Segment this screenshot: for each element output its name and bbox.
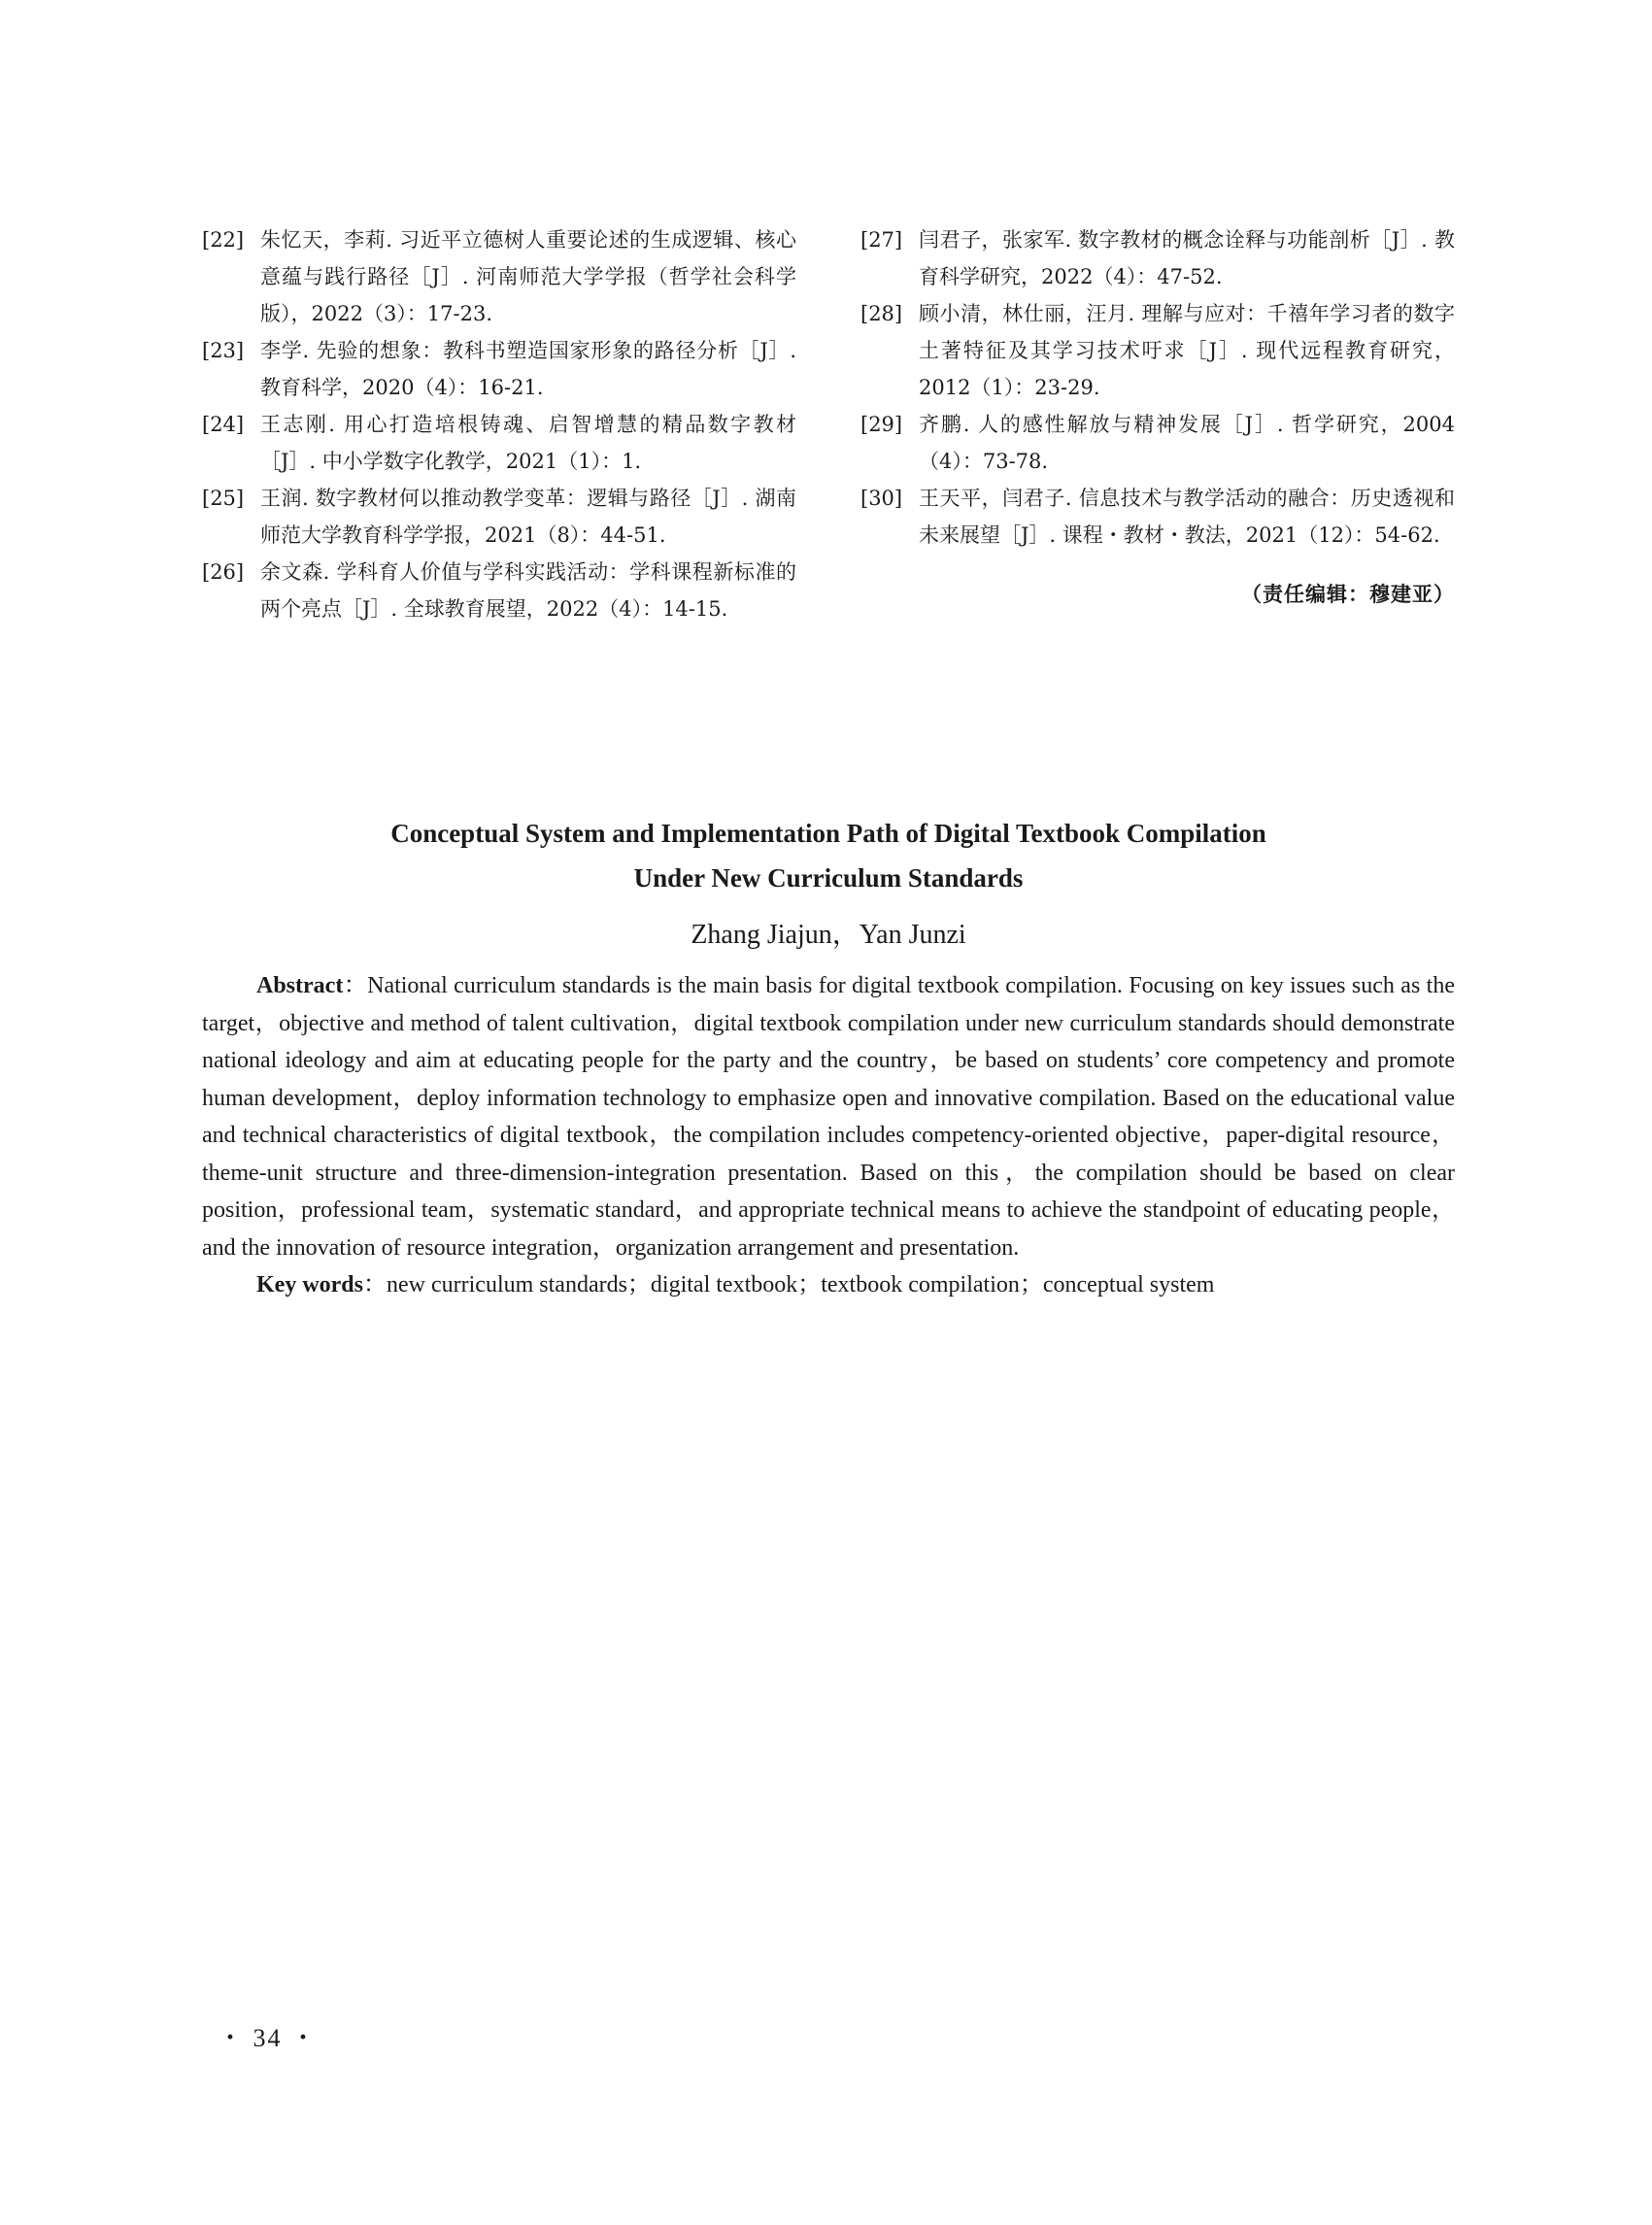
reference-item xyxy=(860,295,1455,406)
reference-text: 朱忆天，李莉. 习近平立德树人重要论述的生成逻辑、核心意蕴与践行路径［J］. 河南师范大学学报（哲学社会科学版），2022（3）：17-23. xyxy=(260,228,796,325)
reference-text: 顾小清，林仕丽，汪月. 理解与应对：千禧年学习者的数字土著特征及其学习技术吁求［J］. 现代远程教育研究，2012（1）：23-29. xyxy=(919,302,1455,399)
reference-item xyxy=(202,221,796,332)
keywords-separator: ： xyxy=(363,1272,387,1298)
page-number: ・ 34 ・ xyxy=(218,2024,319,2052)
reference-text: 王润. 数字教材何以推动教学变革：逻辑与路径［J］. 湖南师范大学教育科学学报，2021（8）：44-51. xyxy=(260,487,796,547)
keywords-paragraph xyxy=(202,1266,1455,1304)
reference-text: 王志刚. 用心打造培根铸魂、启智增慧的精品数字教材［J］. 中小学数字化教学，2021（1）：1. xyxy=(260,413,796,473)
abstract-separator: ： xyxy=(343,973,368,998)
reference-number: [22] xyxy=(202,228,245,252)
reference-number: [29] xyxy=(860,413,903,436)
reference-item xyxy=(860,480,1455,554)
reference-number: [25] xyxy=(202,487,245,510)
english-title-line-1: Conceptual System and Implementation Path of Digital Textbook Compilation xyxy=(390,819,1266,848)
references xyxy=(202,221,1455,627)
reference-number: [23] xyxy=(202,339,245,362)
authors: Zhang Jiajun，Yan Junzi xyxy=(691,920,966,950)
references-right-column xyxy=(860,221,1455,627)
reference-item xyxy=(202,406,796,480)
abstract-label: Abstract xyxy=(256,973,344,998)
english-title xyxy=(202,811,1455,900)
reference-item xyxy=(202,332,796,406)
reference-number: [27] xyxy=(860,228,903,252)
keywords-label: Key words xyxy=(256,1272,363,1298)
abstract-text: National curriculum standards is the main basis for digital textbook compilation. Focusing on key issues such as the target，objective and method of talent cultivation，digital textbook compilation under new curriculum standards should demonstrate national ideology and aim at educating people for the party and the country，be based on students’ core competency and promote human development，deploy information technology to emphasize open and innovative compilation. Based on the educational value and technical characteristics of digital textbook，the compilation includes competency-oriented objective，paper-digital resource，theme-unit structure and three-dimension-integration presentation. Based on this，the compilation should be based on clear position，professional team，systematic standard，and appropriate technical means to achieve the standpoint of educating people，and the innovation of resource integration，organization arrangement and presentation. xyxy=(202,973,1456,1261)
reference-text: 王天平，闫君子. 信息技术与教学活动的融合：历史透视和未来展望［J］. 课程・教材・教法，2021（12）：54-62. xyxy=(919,487,1455,547)
abstract-section xyxy=(202,967,1455,1304)
reference-text: 闫君子，张家军. 数字教材的概念诠释与功能剖析［J］. 教育科学研究，2022（4）：47-52. xyxy=(919,228,1455,288)
reference-number: [26] xyxy=(202,560,245,584)
responsible-editor: （责任编辑：穆建亚） xyxy=(1241,583,1455,606)
reference-text: 余文森. 学科育人价值与学科实践活动：学科课程新标准的两个亮点［J］. 全球教育展望，2022（4）：14-15. xyxy=(260,560,796,621)
reference-item xyxy=(202,554,796,627)
abstract-paragraph xyxy=(202,967,1455,1266)
reference-number: [28] xyxy=(860,302,903,325)
reference-item xyxy=(202,480,796,554)
reference-item xyxy=(860,221,1455,295)
reference-text: 李学. 先验的想象：教科书塑造国家形象的路径分析［J］. 教育科学，2020（4）：16-21. xyxy=(260,339,796,399)
reference-number: [30] xyxy=(860,487,903,510)
reference-item xyxy=(860,406,1455,480)
keywords-text: new curriculum standards；digital textbook；textbook compilation；conceptual system xyxy=(387,1272,1215,1298)
references-left-column xyxy=(202,221,796,627)
reference-number: [24] xyxy=(202,413,245,436)
reference-text: 齐鹏. 人的感性解放与精神发展［J］. 哲学研究，2004（4）：73-78. xyxy=(919,413,1455,473)
english-title-line-2: Under New Curriculum Standards xyxy=(633,863,1024,893)
